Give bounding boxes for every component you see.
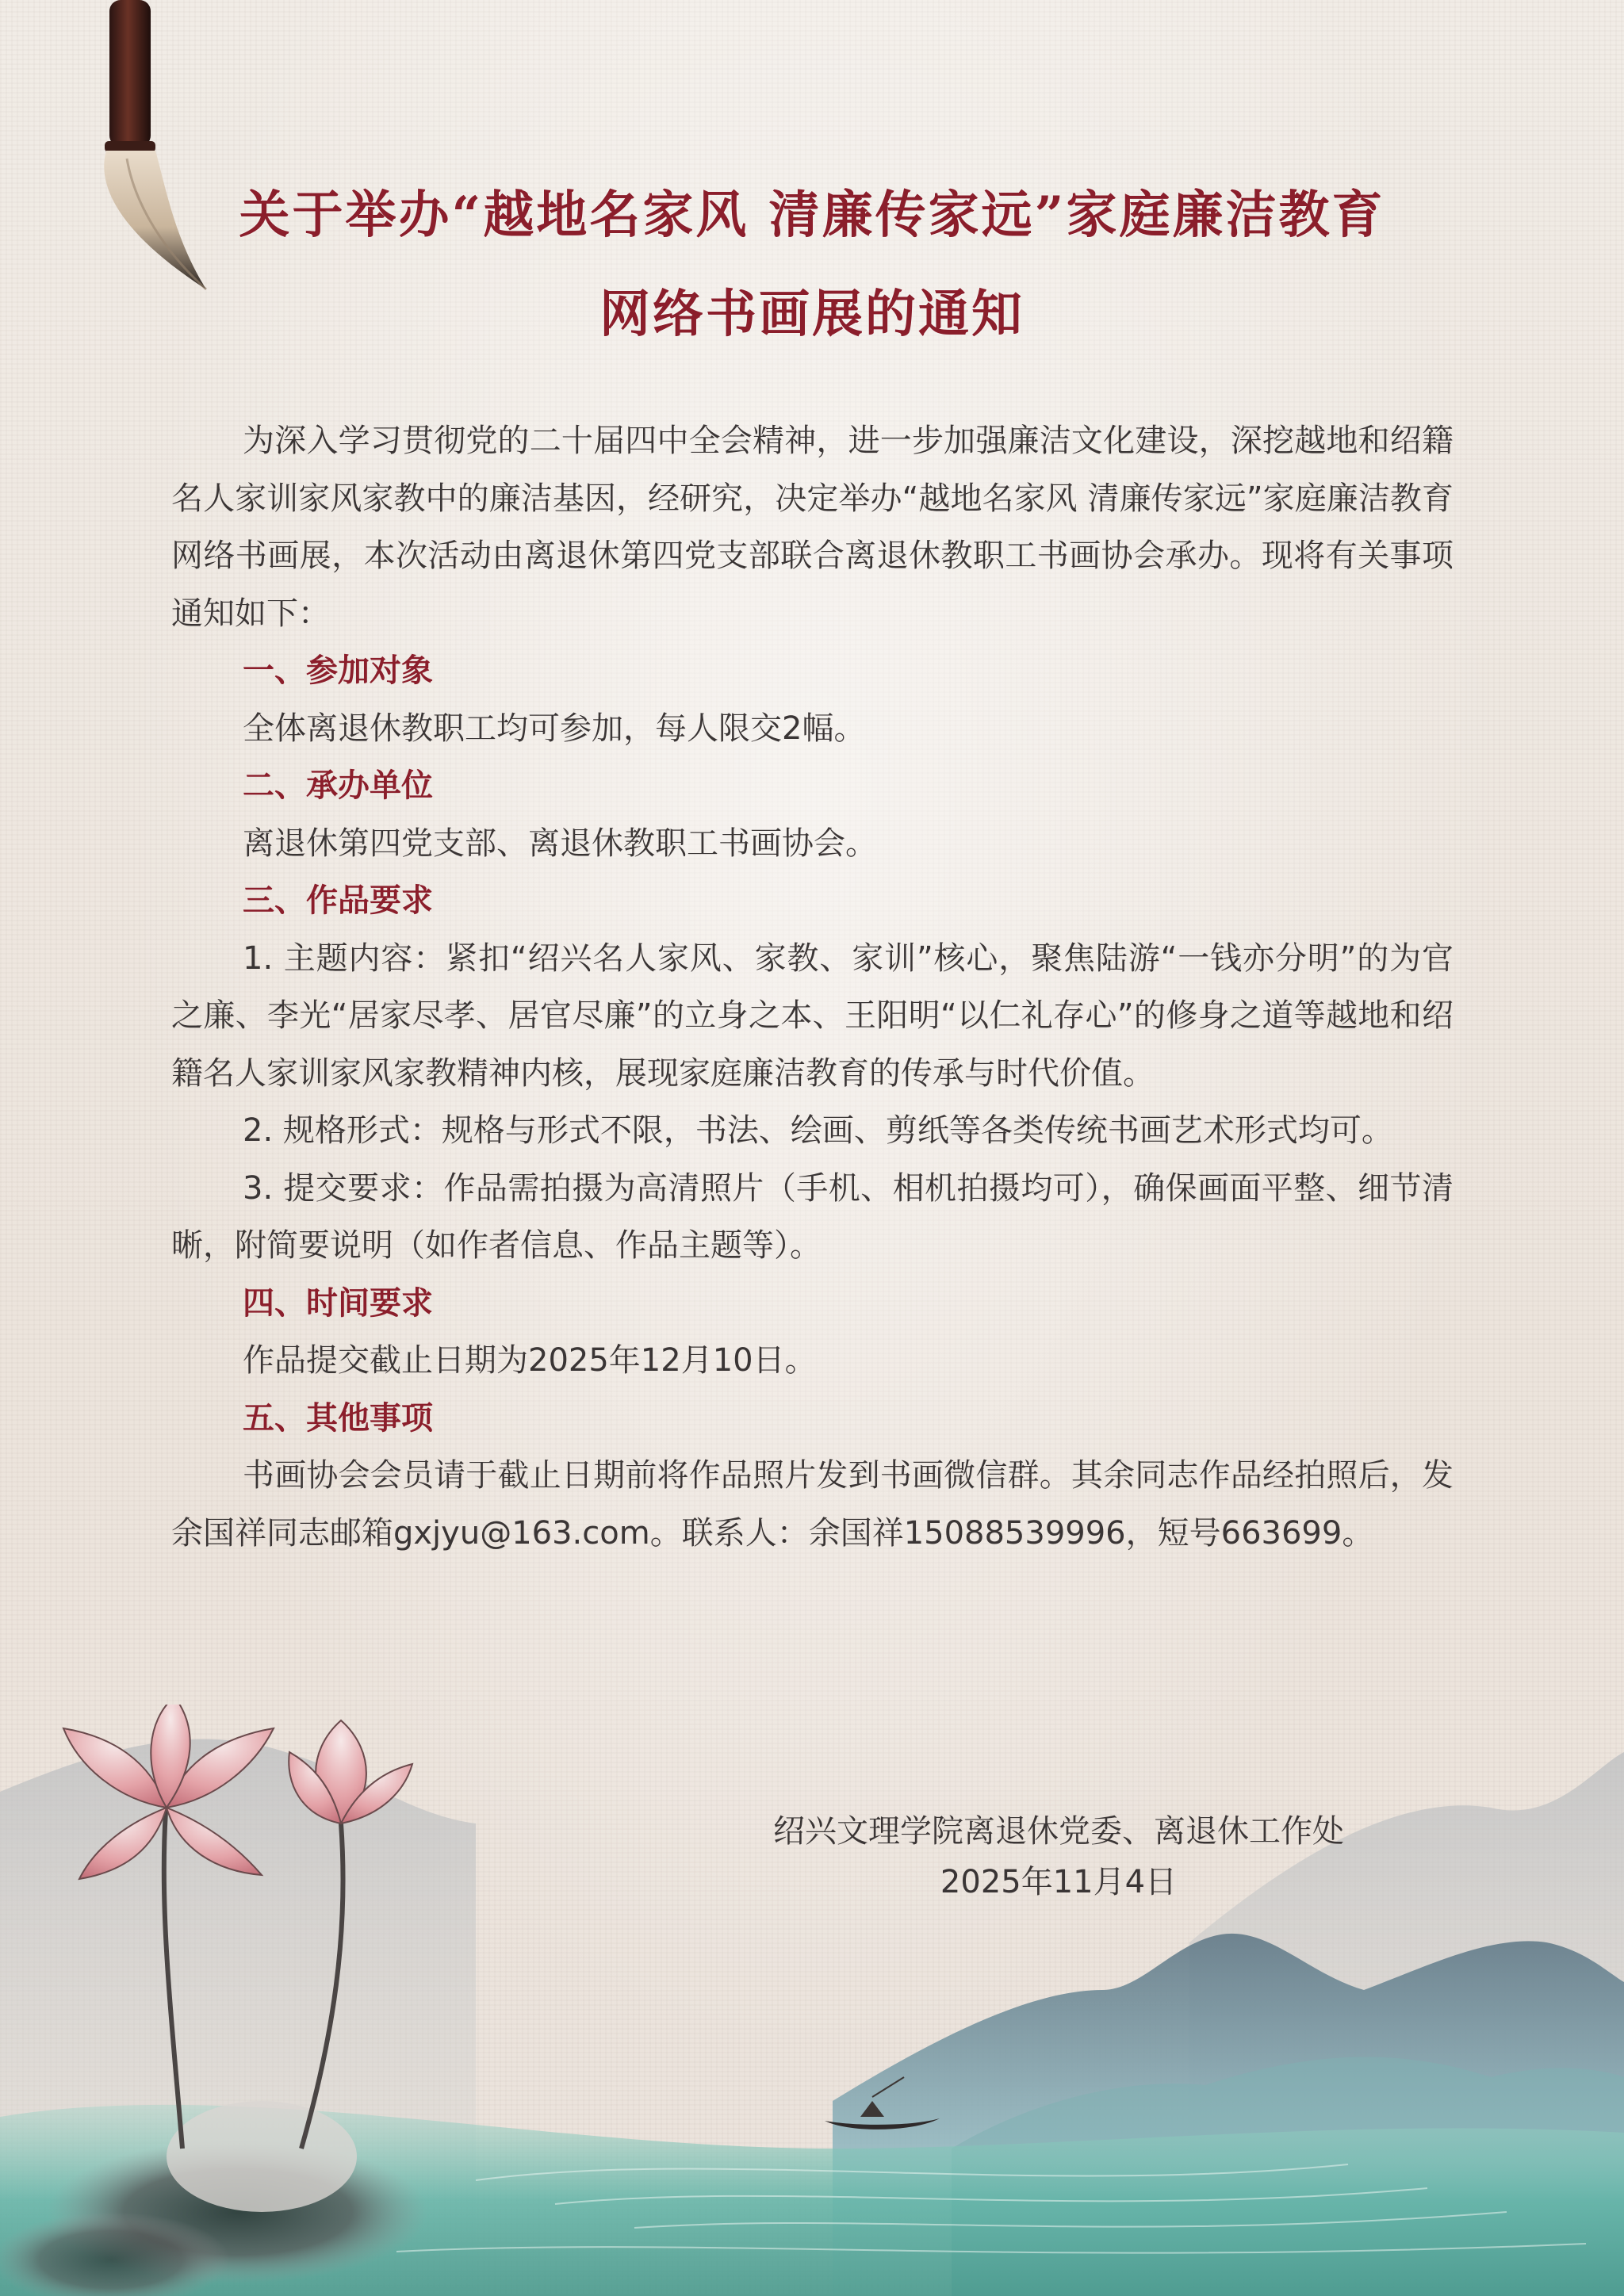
signature-block xyxy=(714,1806,1404,1908)
notice-title-line-2: 网络书画展的通知 xyxy=(599,285,1025,344)
issue-date: 2025年11月4日 xyxy=(940,1864,1178,1900)
section-heading-deadline: 四、时间要求 xyxy=(243,1284,433,1322)
requirement-format: 2. 规格形式：规格与形式不限，书法、绘画、剪纸等各类传统书画艺术形式均可。 xyxy=(243,1112,1393,1149)
section-paragraph: 作品提交截止日期为2025年12月10日。 xyxy=(243,1342,817,1379)
mountain-landscape xyxy=(0,1705,1624,2296)
contact-paragraph: 书画协会会员请于截止日期前将作品照片发到书画微信群。其余同志作品经拍照后，发余国祥同志邮箱gxjyu@163.com。联系人：余国祥15088539996，短号663699。 xyxy=(171,1457,1454,1552)
intro-paragraph: 为深入学习贯彻党的二十届四中全会精神，进一步加强廉洁文化建设，深挖越地和绍籍名人家训家风家教中的廉洁基因，经研究，决定举办“越地名家风 清廉传家远”家庭廉洁教育网络书画展，本次活动由离退休第四党支部联合离退休教职工书画协会承办。现将有关事项通知如下： xyxy=(171,423,1454,632)
issuing-organization: 绍兴文理学院离退休党委、离退休工作处 xyxy=(773,1813,1344,1850)
section-heading-requirements: 三、作品要求 xyxy=(243,882,433,919)
section-heading-organizer: 二、承办单位 xyxy=(243,767,433,804)
requirement-theme: 1. 主题内容：紧扣“绍兴名人家风、家教、家训”核心，聚焦陆游“一钱亦分明”的为官之廉、李光“居家尽孝、居官尽廉”的立身之本、王阳明“以仁礼存心”的修身之道等越地和绍籍名人家训家风家教精神内核，展现家庭廉洁教育的传承与时代价值。 xyxy=(171,939,1454,1092)
requirement-submission: 3. 提交要求：作品需拍摄为高清照片（手机、相机拍摄均可），确保画面平整、细节清晰，附简要说明（如作者信息、作品主题等）。 xyxy=(171,1169,1454,1264)
notice-body xyxy=(171,412,1454,1562)
section-heading-other: 五、其他事项 xyxy=(243,1399,433,1437)
brush-icon xyxy=(79,0,254,309)
section-heading-participants: 一、参加对象 xyxy=(243,652,433,689)
section-paragraph: 离退休第四党支部、离退休教职工书画协会。 xyxy=(243,825,877,862)
section-paragraph: 全体离退休教职工均可参加，每人限交2幅。 xyxy=(243,710,866,747)
notice-title-line-1: 关于举办“越地名家风 清廉传家远”家庭廉洁教育 xyxy=(239,186,1385,245)
